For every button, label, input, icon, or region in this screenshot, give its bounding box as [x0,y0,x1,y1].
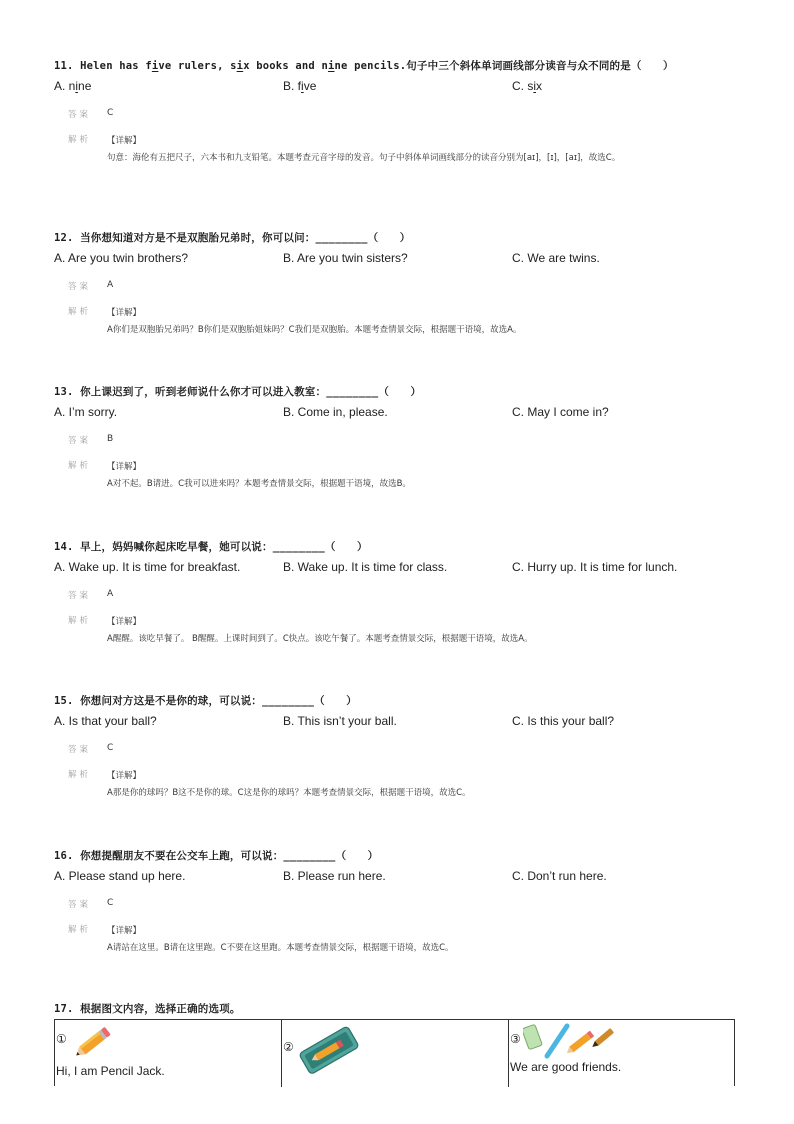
answer-value: C [107,743,114,753]
answer-row [54,280,744,296]
question-number: 11. [54,60,74,72]
cell-caption: We are good friends. [510,1060,622,1074]
table-cell [55,1020,282,1087]
option-a[interactable]: A. Please stand up here. [54,869,186,883]
question-15 [54,693,744,802]
answer-label: 答案 [68,591,92,601]
detail-tag: 【详解】 [107,617,142,627]
stem-text: 你想提醒朋友不要在公交车上跑，可以说：________（ ） [80,850,379,862]
explanation-label: 解析 [68,770,92,780]
explanation-text: A醒醒。该吃早餐了。 B醒醒。上课时间到了。C快点。该吃午餐了。本题考查情景交际，根据题干语境，故选A。 [107,634,533,644]
stationery-icon [523,1020,619,1060]
options [54,251,744,271]
question-stem [54,58,744,74]
cell-caption: Hi, I am Pencil Jack. [56,1064,165,1078]
option-c[interactable] [512,79,542,93]
explanation-text: 句意：海伦有五把尺子，六本书和九支铅笔。本题考查元音字母的发音。句子中斜体单词画线部分的读音分别为[aɪ]，[ɪ]，[aɪ]，故选C。 [107,153,621,163]
option-text: x [536,79,543,93]
option-b[interactable]: B. Wake up. It is time for class. [283,560,448,574]
detail-tag: 【详解】 [107,771,142,781]
explanation-text: A你们是双胞胎兄弟吗？B你们是双胞胎姐妹吗？C我们是双胞胎。本题考查情景交际，根据题干语境，故选A。 [107,325,522,335]
underlined-letter: i [533,79,537,93]
stem-text: Helen has f [80,60,152,72]
option-b[interactable]: B. Please run here. [283,869,386,883]
stem-text: ne pencils.句子中三个斜体单词画线部分读音与众不同的是（ ） [334,60,674,72]
option-c[interactable]: C. May I come in? [512,405,609,419]
options [54,869,744,889]
detail-tag: 【详解】 [107,308,142,318]
option-text: A. n [54,79,76,93]
stem-text: 你上课迟到了，听到老师说什么你才可以进入教室：________（ ） [80,386,422,398]
option-a[interactable] [54,79,91,93]
question-14 [54,539,744,648]
explanation-label: 解析 [68,307,92,317]
option-b[interactable]: B. Are you twin sisters? [283,251,408,265]
explanation-label: 解析 [68,461,92,471]
option-b[interactable]: B. Come in, please. [283,405,388,419]
question-number: 16. [54,850,74,862]
cell-number: ② [283,1040,294,1054]
explanation-text: A请站在这里。B请在这里跑。C不要在这里跑。本题考查情景交际，根据题干语境，故选C。 [107,943,454,953]
explanation-block [54,768,744,802]
question-stem [54,384,744,400]
explanation-text: A那是你的球吗？B这不是你的球。C这是你的球吗？本题考查情景交际，根据题干语境，故选C。 [107,788,471,798]
detail-tag: 【详解】 [107,136,142,146]
answer-row [54,743,744,759]
question-stem [54,230,744,246]
question-13 [54,384,744,493]
stem-text: 当你想知道对方是不是双胞胎兄弟时，你可以问：________（ ） [80,232,411,244]
options [54,405,744,425]
question-number: 13. [54,386,74,398]
explanation-label: 解析 [68,616,92,626]
options [54,714,744,734]
answer-row [54,434,744,450]
answer-value: A [107,589,114,599]
cell-number: ① [56,1032,67,1046]
options [54,79,744,99]
question-number: 17. [54,1003,74,1015]
explanation-text: A对不起。B请进。C我可以进来吗？本题考查情景交际，根据题干语境，故选B。 [107,479,411,489]
cell-number: ③ [510,1032,521,1046]
explanation-block [54,923,744,957]
answer-label: 答案 [68,436,92,446]
option-text: B. f [283,79,302,93]
answer-label: 答案 [68,110,92,120]
option-a[interactable]: A. I’m sorry. [54,405,118,419]
answer-label: 答案 [68,282,92,292]
option-b[interactable]: B. This isn’t your ball. [283,714,397,728]
picture-table [54,1019,735,1086]
question-stem [54,539,744,555]
question-number: 14. [54,541,74,553]
underlined-letter: i [75,79,79,93]
stem-text: ve rulers, s [158,60,237,72]
stem-text: 你想问对方这是不是你的球，可以说：________（ ） [80,695,357,707]
stem-text: 早上，妈妈喊你起床吃早餐，她可以说：________（ ） [80,541,368,553]
explanation-block [54,459,744,493]
option-c[interactable]: C. We are twins. [512,251,600,265]
answer-value: C [107,898,114,908]
answer-value: A [107,280,114,290]
question-stem [54,1001,744,1017]
pencil-icon [69,1023,115,1063]
stem-text: 根据图文内容，选择正确的选项。 [80,1003,241,1015]
answer-value: C [107,108,114,118]
explanation-block [54,133,744,167]
answer-row [54,108,744,124]
option-a[interactable]: A. Are you twin brothers? [54,251,189,265]
explanation-label: 解析 [68,925,92,935]
answer-label: 答案 [68,745,92,755]
question-17 [54,1001,744,1017]
answer-row [54,898,744,914]
explanation-label: 解析 [68,135,92,145]
underlined-letter: i [236,60,244,72]
answer-value: B [107,434,114,444]
option-a[interactable]: A. Wake up. It is time for breakfast. [54,560,241,574]
question-16 [54,848,744,957]
option-text: ve [303,79,317,93]
option-c[interactable]: C. Don’t run here. [512,869,607,883]
underlined-letter: i [151,60,159,72]
stem-text: x books and n [243,60,328,72]
option-text: ne [78,79,92,93]
table-cell [509,1020,734,1087]
question-stem [54,848,744,864]
option-c[interactable]: C. Is this your ball? [512,714,615,728]
options [54,560,744,580]
option-text: C. s [512,79,534,93]
question-number: 12. [54,232,74,244]
question-11 [54,58,744,167]
answer-row [54,589,744,605]
pencil-case-icon [298,1024,362,1078]
detail-tag: 【详解】 [107,926,142,936]
option-b[interactable] [283,79,316,93]
question-stem [54,693,744,709]
explanation-block [54,305,744,339]
option-a[interactable]: A. Is that your ball? [54,714,157,728]
question-number: 15. [54,695,74,707]
underlined-letter: i [301,79,304,93]
answer-label: 答案 [68,900,92,910]
explanation-block [54,614,744,648]
question-12 [54,230,744,339]
table-cell [282,1020,509,1087]
detail-tag: 【详解】 [107,462,142,472]
underlined-letter: i [327,60,335,72]
option-c[interactable]: C. Hurry up. It is time for lunch. [512,560,678,574]
